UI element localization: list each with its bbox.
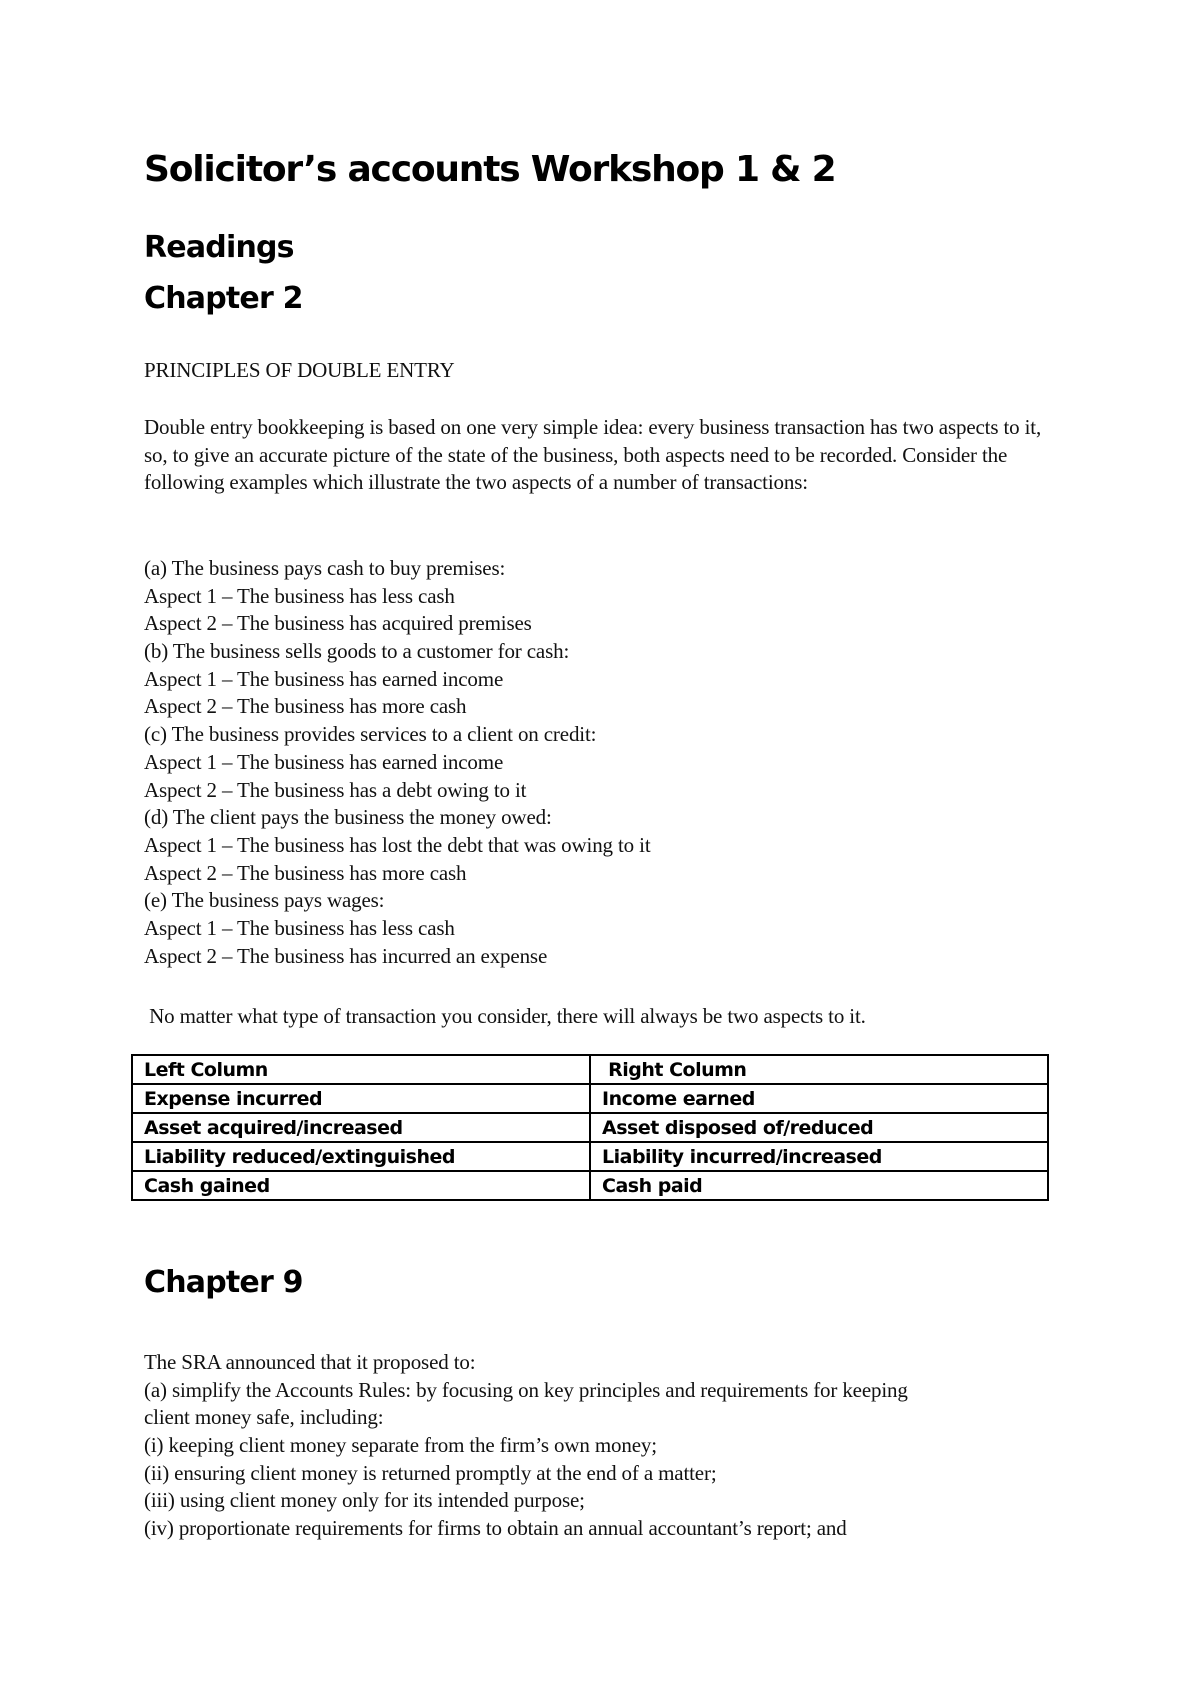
example-line: Aspect 1 – The business has lost the debt that was owing to it — [144, 832, 651, 857]
example-line: Aspect 1 – The business has earned income — [144, 666, 504, 691]
example-line: Aspect 2 – The business has more cash — [144, 860, 467, 885]
chapter-9-text — [144, 1349, 1064, 1543]
table-cell: Asset disposed of/reduced — [590, 1113, 1048, 1142]
table-row — [132, 1113, 1048, 1142]
example-line: Aspect 2 – The business has acquired premises — [144, 611, 532, 636]
chapter-9-line: (i) keeping client money separate from the firm’s own money; — [144, 1433, 657, 1458]
chapter-9-line: (iii) using client money only for its intended purpose; — [144, 1488, 585, 1513]
example-line: (c) The business provides services to a client on credit: — [144, 722, 597, 747]
chapter-9-line: (ii) ensuring client money is returned promptly at the end of a matter; — [144, 1460, 717, 1485]
table-cell: Liability incurred/increased — [590, 1142, 1048, 1171]
table-cell: Liability reduced/extinguished — [132, 1142, 590, 1171]
example-line: Aspect 2 – The business has incurred an expense — [144, 943, 548, 968]
table-cell: Cash gained — [132, 1171, 590, 1200]
conclusion-text: No matter what type of transaction you consider, there will always be two aspects to it. — [144, 1004, 866, 1028]
example-line: Aspect 1 – The business has earned income — [144, 749, 504, 774]
document-title: Solicitor’s accounts Workshop 1 & 2 — [144, 149, 836, 190]
section-subheading: PRINCIPLES OF DOUBLE ENTRY — [144, 358, 455, 382]
chapter-9-line: client money safe, including: — [144, 1405, 384, 1430]
chapter-9-line: (iv) proportionate requirements for firms to obtain an annual accountant’s report; and — [144, 1516, 847, 1541]
example-line: (b) The business sells goods to a customer for cash: — [144, 639, 570, 664]
example-line: Aspect 2 – The business has a debt owing to it — [144, 777, 527, 802]
chapter-2-heading: Chapter 2 — [144, 281, 303, 316]
example-line: (e) The business pays wages: — [144, 888, 385, 913]
double-entry-table — [131, 1054, 1049, 1201]
table-cell: Asset acquired/increased — [132, 1113, 590, 1142]
table-cell: Income earned — [590, 1084, 1048, 1113]
chapter-9-line: The SRA announced that it proposed to: — [144, 1350, 476, 1374]
table-cell: Expense incurred — [132, 1084, 590, 1113]
examples-list — [144, 555, 1064, 970]
table-row — [132, 1171, 1048, 1200]
example-line: Aspect 2 – The business has more cash — [144, 694, 467, 719]
example-line: Aspect 1 – The business has less cash — [144, 915, 455, 940]
table-row — [132, 1084, 1048, 1113]
table-header-cell: Left Column — [132, 1055, 590, 1084]
example-line: (a) The business pays cash to buy premises: — [144, 556, 506, 580]
chapter-9-line: (a) simplify the Accounts Rules: by focusing on key principles and requirements for keeping — [144, 1377, 908, 1402]
intro-paragraph: Double entry bookkeeping is based on one very simple idea: every business transaction has two aspects to it, so, to give an accurate picture of the state of the business, both aspects need to be recorded. Consider the following examples which illustrate the two aspects of a number of transactions: — [144, 415, 1042, 495]
example-line: (d) The client pays the business the money owed: — [144, 805, 552, 830]
example-line: Aspect 1 – The business has less cash — [144, 583, 455, 608]
table-header-cell: Right Column — [590, 1055, 1048, 1084]
chapter-9-heading: Chapter 9 — [144, 1265, 303, 1300]
table-cell: Cash paid — [590, 1171, 1048, 1200]
table-row — [132, 1142, 1048, 1171]
readings-heading: Readings — [144, 230, 294, 265]
table-row — [132, 1055, 1048, 1084]
